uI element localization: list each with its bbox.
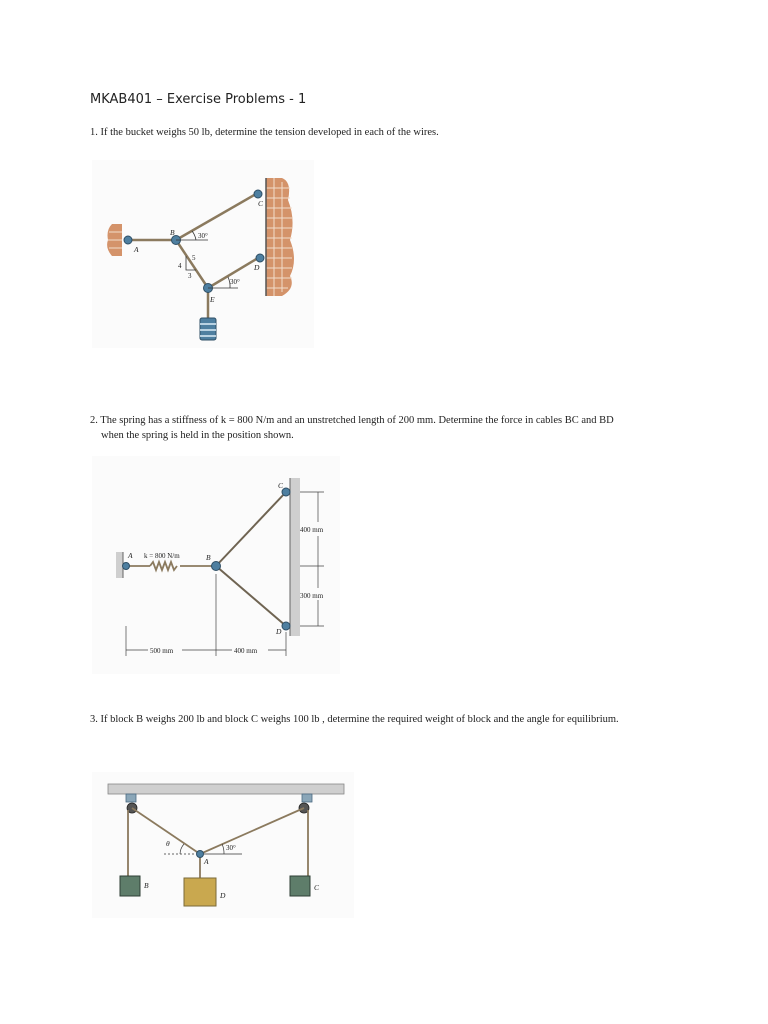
- problem-1-figure: [92, 160, 314, 348]
- left-brick-wall: [107, 224, 122, 256]
- label-a: A: [128, 551, 133, 560]
- dim-bottom-label: 300 mm: [300, 592, 324, 600]
- dim-right-label: 400 mm: [234, 647, 258, 655]
- block-b: [120, 876, 140, 896]
- label-a: A: [134, 245, 139, 254]
- label-d: D: [254, 263, 260, 272]
- problem-1-text: 1. If the bucket weighs 50 lb, determine the tension developed in each of the wires.: [90, 127, 439, 138]
- problem-3-text: 3. If block B weighs 200 lb and block C weighs 100 lb , determine the required weight of block and the angle for equilibrium.: [90, 714, 619, 725]
- label-c: C: [314, 883, 320, 892]
- label-c: C: [258, 199, 264, 208]
- label-d: D: [276, 627, 282, 636]
- label-b: B: [144, 881, 149, 890]
- problem-3-figure: [92, 772, 354, 918]
- problem-2-figure: [92, 456, 340, 674]
- right-wall: [290, 478, 300, 636]
- label-b: B: [170, 228, 175, 237]
- problem-2-text: [90, 413, 614, 443]
- ceiling-beam: [108, 784, 344, 794]
- problem-2-line-1: 2. The spring has a stiffness of k = 800 N/m and an unstretched length of 200 mm. Determine the force in cables BC and BD: [90, 415, 614, 426]
- dim-left-label: 500 mm: [150, 647, 174, 655]
- block-d: [184, 878, 216, 906]
- label-c: C: [278, 481, 284, 490]
- slope-run-label: 4: [178, 262, 182, 270]
- dim-top-label: 400 mm: [300, 526, 324, 534]
- slope-rise-label: 3: [188, 272, 192, 280]
- left-wall: [116, 552, 123, 578]
- label-theta: θ: [166, 839, 170, 848]
- spring-label: k = 800 N/m: [144, 552, 180, 560]
- label-d: D: [220, 891, 226, 900]
- problem-2-line-2: when the spring is held in the position shown.: [101, 430, 294, 441]
- slope-hyp-label: 5: [192, 254, 196, 262]
- angle-label: 30°: [226, 844, 236, 852]
- angle-b-label: 30°: [198, 232, 208, 240]
- angle-e-label: 30°: [230, 278, 240, 286]
- label-b: B: [206, 553, 211, 562]
- block-c: [290, 876, 310, 896]
- label-e: E: [210, 295, 215, 304]
- document-title: MKAB401 – Exercise Problems - 1: [90, 92, 307, 107]
- bucket-icon: [200, 318, 216, 340]
- label-a: A: [204, 857, 209, 866]
